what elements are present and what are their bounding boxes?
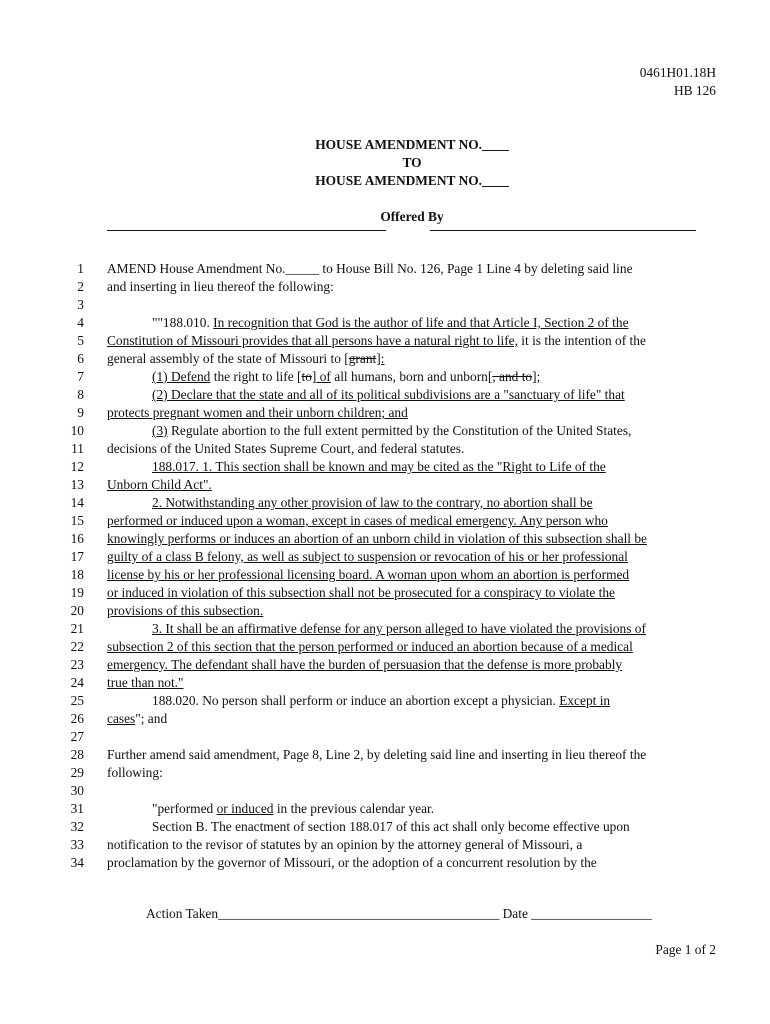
inserted-text: ]:: [376, 351, 385, 366]
amendment-title-target: HOUSE AMENDMENT NO.____: [315, 173, 509, 188]
body-line-17: guilty of a class B felony, as well as subject to suspension or revocation of his or her professional: [107, 549, 628, 564]
line-number: 2: [77, 279, 84, 294]
deleted-text: to: [301, 369, 312, 384]
body-line-15: performed or induced upon a woman, except in cases of medical emergency. Any person who: [107, 513, 608, 528]
body-line-28: Further amend said amendment, Page 8, Line 2, by deleting said line and inserting in lieu thereof the: [107, 747, 647, 762]
bracket: [: [297, 369, 302, 384]
signature-line-right: [430, 230, 696, 231]
line-number: 34: [70, 855, 84, 870]
line-number: 29: [70, 765, 84, 780]
body-line-5: [107, 333, 646, 349]
body-line-20: provisions of this subsection.: [107, 603, 264, 618]
line-number: 23: [70, 657, 84, 672]
body-line-18: license by his or her professional licensing board. A woman upon whom an abortion is performed: [107, 567, 630, 582]
line-number: 27: [70, 729, 84, 744]
bill-number: HB 126: [673, 83, 716, 98]
action-taken-line: Action Taken__________________________________________ Date __________________: [146, 906, 652, 921]
bracket: ]: [311, 369, 317, 384]
body-line-8: (2) Declare that the state and all of its political subdivisions are a "sanctuary of life" that: [152, 387, 625, 402]
bracket: [: [344, 351, 349, 366]
line-number: 31: [70, 801, 84, 816]
amendment-title-to: TO: [402, 155, 422, 170]
body-line-19: or induced in violation of this subsection shall not be prosecuted for a conspiracy to violate the: [107, 585, 615, 600]
line-number: 3: [77, 297, 84, 312]
line-number: 6: [77, 351, 84, 366]
body-line-2: and inserting in lieu thereof the following:: [107, 279, 334, 294]
deleted-text: , and to: [492, 369, 533, 384]
section-number: ""188.010.: [152, 315, 214, 330]
existing-text: "performed: [152, 801, 217, 816]
existing-text: it is the intention of the: [517, 333, 646, 348]
line-number: 33: [70, 837, 84, 852]
bracket: [: [487, 369, 493, 384]
inserted-text: cases: [107, 711, 136, 726]
body-line-21: 3. It shall be an affirmative defense for any person alleged to have violated the provisions of: [152, 621, 646, 636]
body-line-22: subsection 2 of this section that the person performed or induced an abortion because of a medical: [107, 639, 633, 654]
line-number: 17: [70, 549, 84, 564]
body-line-25: [152, 693, 610, 709]
body-line-33: notification to the revisor of statutes by an opinion by the attorney general of Missouri, a: [107, 837, 583, 852]
line-number: 10: [70, 423, 84, 438]
body-line-32: Section B. The enactment of section 188.017 of this act shall only become effective upon: [152, 819, 630, 834]
existing-text: in the previous calendar year.: [273, 801, 435, 816]
line-number: 5: [77, 333, 84, 348]
line-number: 7: [77, 369, 84, 384]
line-number: 13: [70, 477, 84, 492]
line-number: 20: [70, 603, 84, 618]
line-number: 12: [70, 459, 84, 474]
line-number: 26: [70, 711, 84, 726]
line-number: 24: [70, 675, 84, 690]
body-line-24: true than not.": [107, 675, 184, 690]
body-line-34: proclamation by the governor of Missouri, or the adoption of a concurrent resolution by the: [107, 855, 597, 870]
body-line-31: [152, 801, 434, 817]
body-line-1: AMEND House Amendment No._____ to House Bill No. 126, Page 1 Line 4 by deleting said line: [107, 261, 633, 276]
body-line-4: [152, 315, 629, 331]
body-line-29: following:: [107, 765, 163, 780]
document-id: 0461H01.18H: [639, 65, 716, 80]
body-line-26: [107, 711, 167, 727]
body-line-7: [152, 369, 540, 385]
line-number: 18: [70, 567, 84, 582]
existing-text: all humans, born and unborn: [330, 369, 488, 384]
line-number: 22: [70, 639, 84, 654]
line-number: 8: [77, 387, 84, 402]
line-number: 1: [77, 261, 84, 276]
body-line-11: decisions of the United States Supreme Court, and federal statutes.: [107, 441, 465, 456]
inserted-text: Constitution of Missouri provides that all persons have a natural right to life,: [107, 333, 518, 348]
existing-text: general assembly of the state of Missouri to: [107, 351, 345, 366]
body-line-9: protects pregnant women and their unborn children; and: [107, 405, 408, 420]
body-line-6: [107, 351, 384, 367]
line-number: 25: [70, 693, 84, 708]
existing-text: the right to life: [210, 369, 298, 384]
inserted-text: (1) Defend: [152, 369, 211, 384]
signature-line-left: [107, 230, 386, 231]
inserted-text: Except in: [559, 693, 611, 708]
body-line-10: [152, 423, 631, 439]
body-line-13: Unborn Child Act".: [107, 477, 212, 492]
line-number: 30: [70, 783, 84, 798]
existing-text: Regulate abortion to the full extent permitted by the Constitution of the United States,: [167, 423, 632, 438]
existing-text: 188.020. No person shall perform or induce an abortion except a physician.: [152, 693, 560, 708]
offered-by-heading: Offered By: [380, 209, 444, 224]
line-number: 9: [77, 405, 84, 420]
body-line-14: 2. Notwithstanding any other provision of law to the contrary, no abortion shall be: [152, 495, 593, 510]
inserted-text: of: [316, 369, 331, 384]
line-number: 14: [70, 495, 84, 510]
page-number: Page 1 of 2: [655, 942, 716, 957]
deleted-text: grant: [348, 351, 377, 366]
line-number: 32: [70, 819, 84, 834]
inserted-text: or induced: [216, 801, 274, 816]
amendment-title: HOUSE AMENDMENT NO.____: [315, 137, 509, 152]
inserted-text: (3): [152, 423, 168, 438]
line-number: 28: [70, 747, 84, 762]
body-line-12: 188.017. 1. This section shall be known and may be cited as the "Right to Life of the: [152, 459, 606, 474]
inserted-text: In recognition that God is the author of life and that Article I, Section 2 of the: [213, 315, 629, 330]
existing-text: "; and: [135, 711, 168, 726]
line-number: 19: [70, 585, 84, 600]
body-line-23: emergency. The defendant shall have the burden of persuasion that the defense is more probably: [107, 657, 623, 672]
line-number: 16: [70, 531, 84, 546]
line-number: 4: [77, 315, 84, 330]
body-line-16: knowingly performs or induces an abortion of an unborn child in violation of this subsection shall be: [107, 531, 647, 546]
line-number: 15: [70, 513, 84, 528]
line-number: 21: [70, 621, 84, 636]
inserted-text: ];: [532, 369, 541, 384]
line-number: 11: [71, 441, 84, 456]
